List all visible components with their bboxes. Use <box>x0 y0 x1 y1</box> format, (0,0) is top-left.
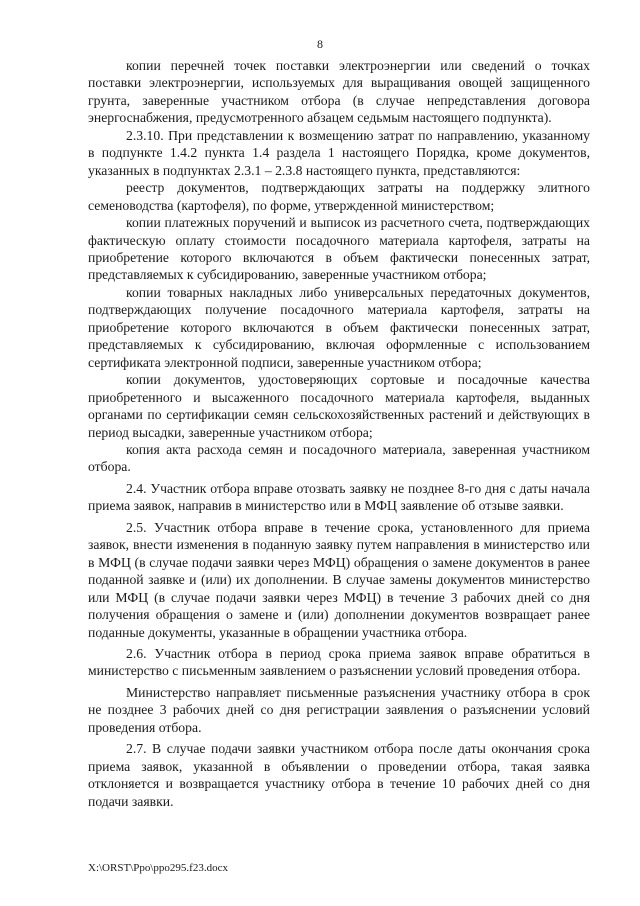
paragraph: копии платежных поручений и выписок из расчетного счета, подтверждающих фактическую оплату стоимости посадочного материала картофеля, затраты на приобретение которого включаются в объем фактически понесенных затрат, представляемых к субсидированию, заверенные участником отбора; <box>88 215 590 283</box>
footer-file-path: X:\ORST\Ppo\ppo295.f23.docx <box>88 862 228 874</box>
paragraph: 2.7. В случае подачи заявки участником отбора после даты окончания срока приема заявок, указанной в объявлении о проведении отбора, такая заявка отклоняется и возвращается участнику отбора в течение 10 рабочих дней со дня подачи заявки. <box>88 741 590 809</box>
page-number: 8 <box>317 37 323 51</box>
paragraph: копии перечней точек поставки электроэнергии или сведений о точках поставки электроэнергии, используемых для выращивания овощей защищенного грунта, заверенные участником отбора (в случае непредставления договора энергоснабжения, предусмотренного абзацем седьмым настоящего подпункта). <box>88 58 590 126</box>
paragraph: 2.6. Участник отбора в период срока приема заявок вправе обратиться в министерство с письменным заявлением о разъяснении условий проведения отбора. <box>88 645 590 679</box>
document-body <box>88 57 590 810</box>
paragraph: копии документов, удостоверяющих сортовые и посадочные качества приобретенного и высаженного посадочного материала картофеля, выданных органами по сертификации семян сельскохозяйственных растений и действующих в период высадки, заверенные участником отбора; <box>88 372 590 440</box>
paragraph: копия акта расхода семян и посадочного материала, заверенная участником отбора. <box>88 441 590 475</box>
paragraph: Министерство направляет письменные разъяснения участнику отбора в срок не позднее 3 рабочих дней со дня регистрации заявления о разъяснении условий проведения отбора. <box>88 684 590 735</box>
paragraph: 2.4. Участник отбора вправе отозвать заявку не позднее 8-го дня с даты начала приема заявок, направив в министерство или в МФЦ заявление об отзыве заявки. <box>88 480 590 514</box>
paragraph: 2.3.10. При представлении к возмещению затрат по направлению, указанному в подпункте 1.4.2 пункта 1.4 раздела 1 настоящего Порядка, кроме документов, указанных в подпунктах 2.3.1 – 2.3.8 настоящего пункта, представляются: <box>88 127 590 178</box>
paragraph: реестр документов, подтверждающих затраты на поддержку элитного семеноводства (картофеля), по форме, утвержденной министерством; <box>88 180 590 213</box>
paragraph: 2.5. Участник отбора вправе в течение срока, установленного для приема заявок, внести изменения в поданную заявку путем направления в министерство или в МФЦ (в случае подачи заявки через МФЦ) обращения о замене документов в ранее поданной заявке и (или) их дополнении. В случае замены документов министерство или МФЦ (в случае подачи заявки через МФЦ) в течение 3 рабочих дней со дня получения обращения о замене и (или) дополнении документов возвращает ранее поданные документы, указанные в обращении участника отбора. <box>88 519 590 640</box>
paragraph: копии товарных накладных либо универсальных передаточных документов, подтверждающих получение посадочного материала картофеля, затраты на приобретение которого включаются в объем фактически понесенных затрат, представляемых к субсидированию, включая оформленные с использованием сертификата электронной подписи, заверенные участником отбора; <box>88 284 590 370</box>
